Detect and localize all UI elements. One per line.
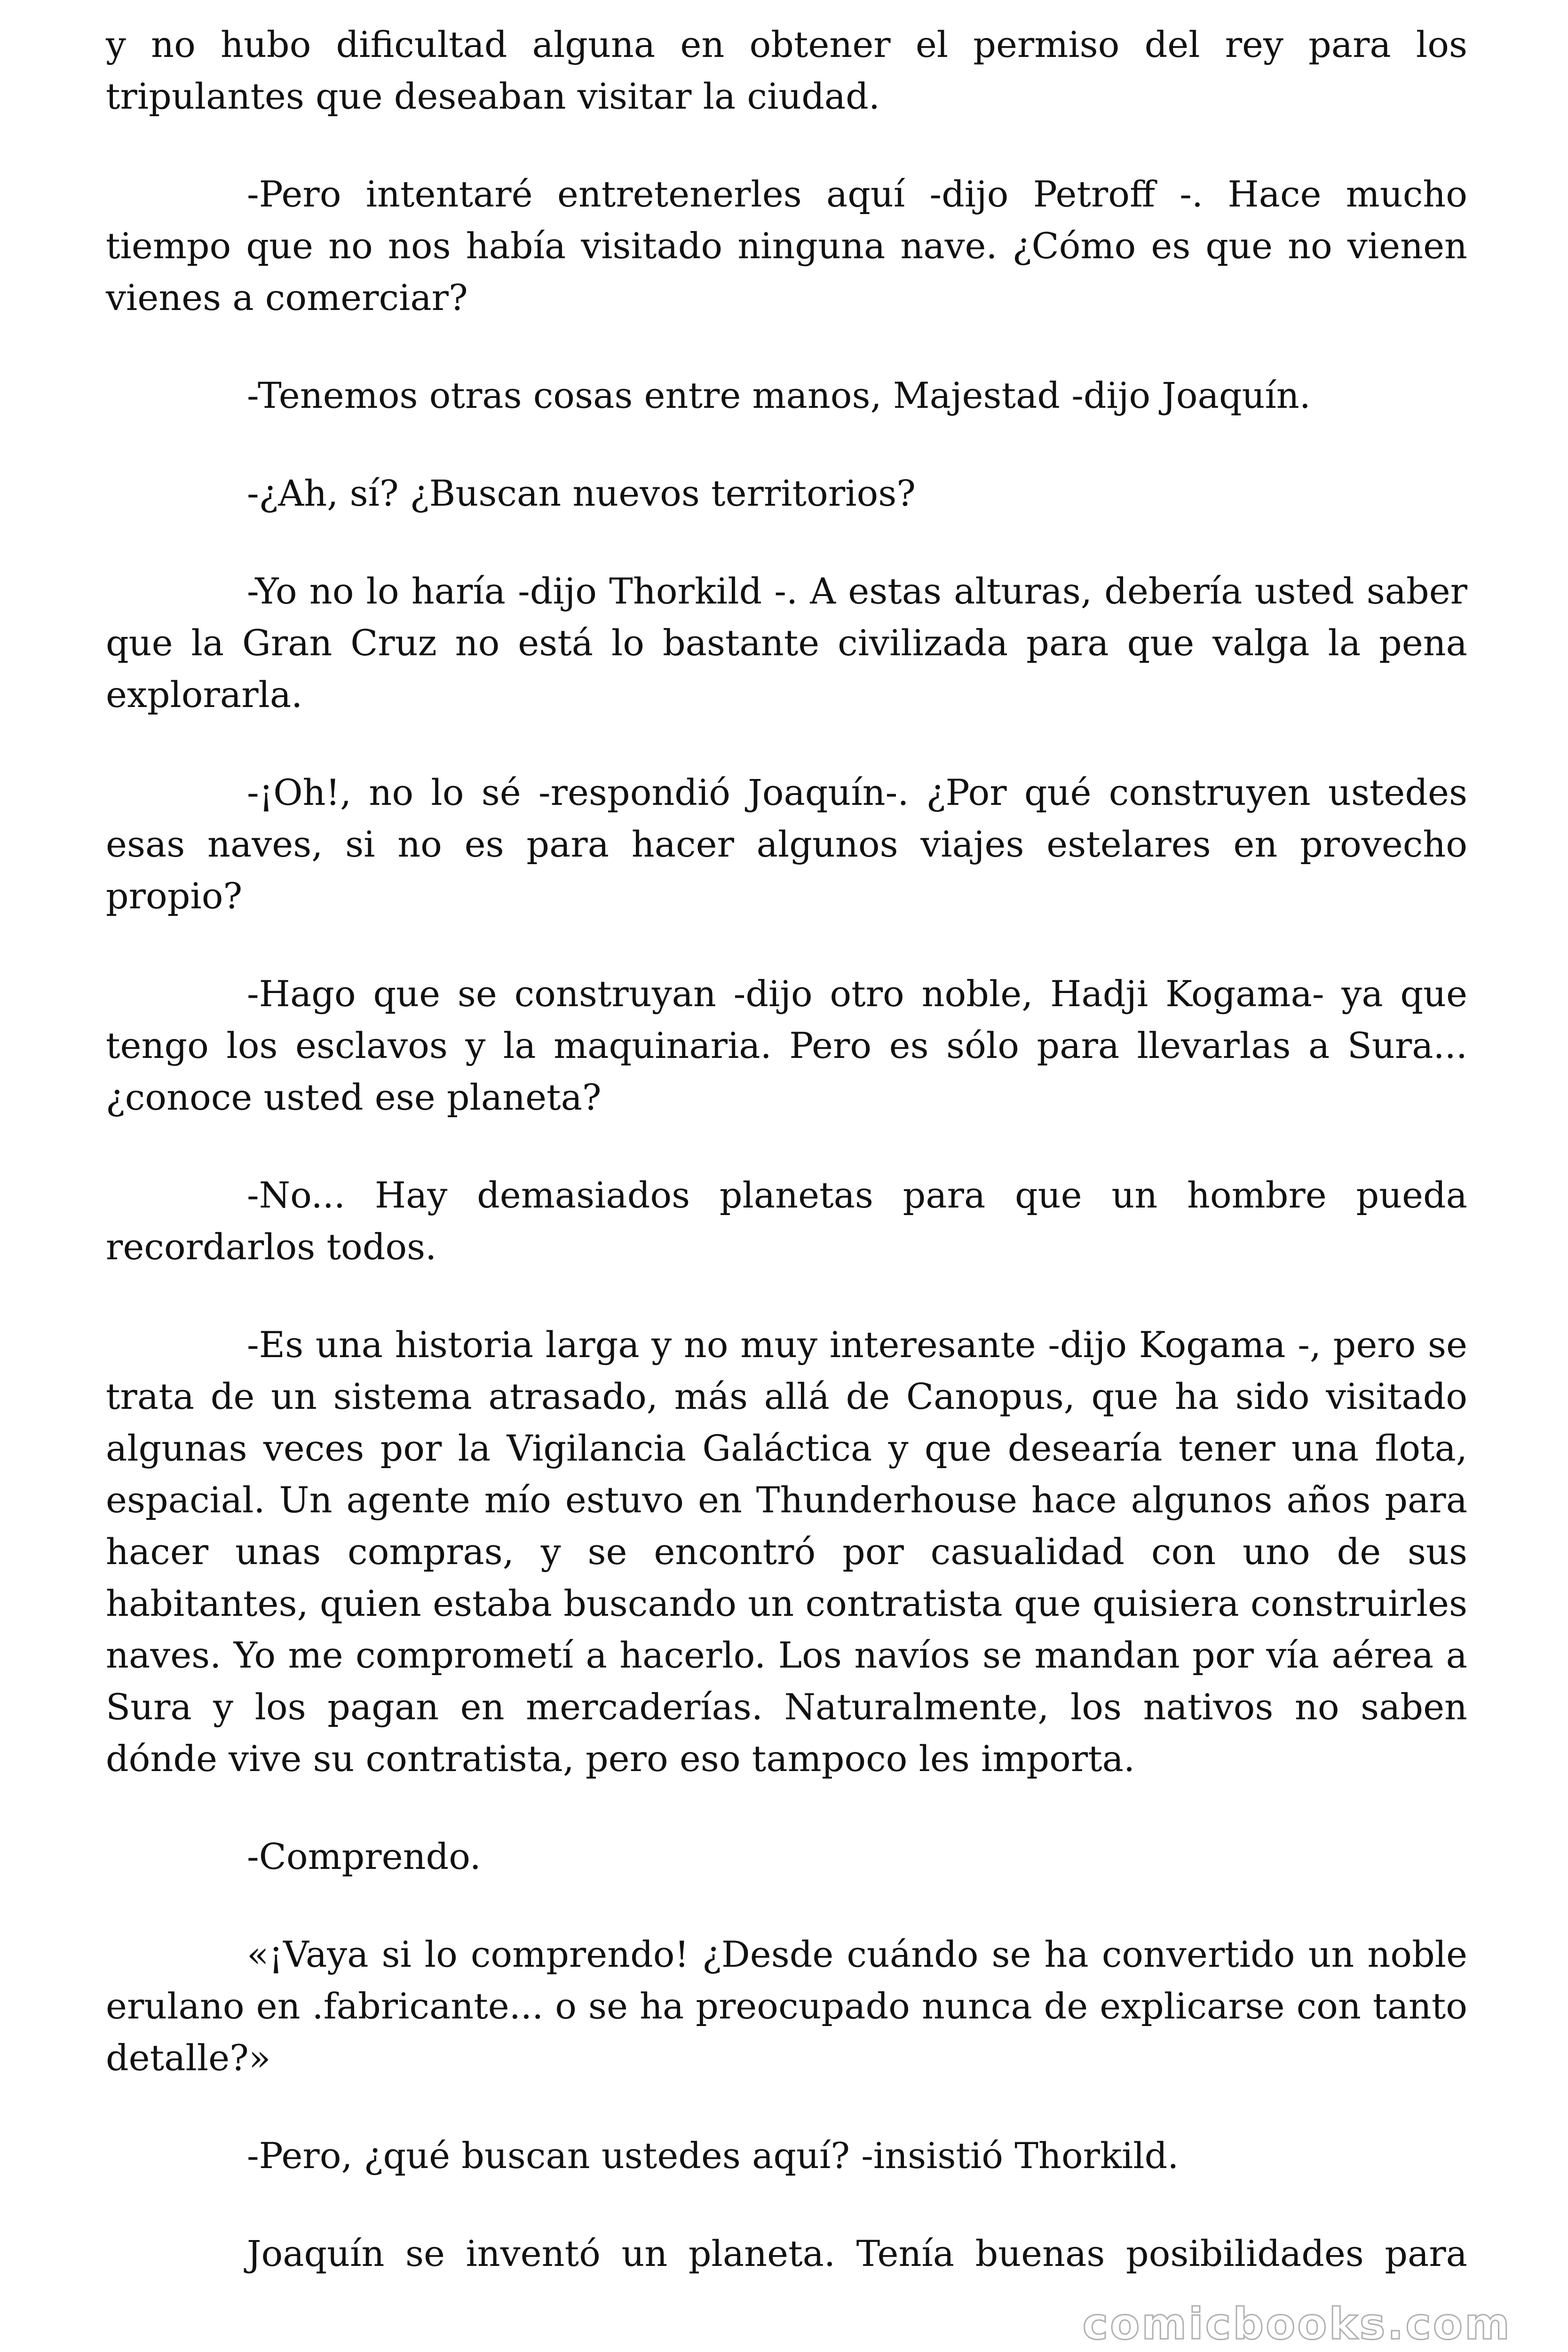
paragraph-4: -¿Ah, sí? ¿Buscan nuevos territorios? (247, 472, 916, 514)
body-text (106, 19, 1467, 2326)
paragraph-12: -Pero, ¿qué buscan ustedes aquí? -insistió Thorkild. (247, 2135, 1179, 2177)
watermark: comicbooks.com (1082, 2299, 1512, 2349)
paragraph-7: -Hago que se construyan -dijo otro noble, Hadji Kogama- ya que tengo los esclavos y la maquinaria. Pero es sólo para llevarlas a Sura... ¿conoce usted ese planeta? (106, 973, 1467, 1118)
paragraph-5: -Yo no lo haría -dijo Thorkild -. A estas alturas, debería usted saber que la Gran Cruz no está lo bastante civilizada para que valga la pena explorarla. (106, 570, 1467, 715)
paragraph-8: -No... Hay demasiados planetas para que un hombre pueda recordarlos todos. (106, 1174, 1467, 1268)
paragraph-1: y no hubo dificultad alguna en obtener el permiso del rey para los tripulantes que deseaban visitar la ciudad. (106, 24, 1467, 117)
paragraph-3: -Tenemos otras cosas entre manos, Majestad -dijo Joaquín. (247, 374, 1311, 416)
paragraph-10: -Comprendo. (247, 1836, 481, 1877)
paragraph-6: -¡Oh!, no lo sé -respondió Joaquín-. ¿Por qué construyen ustedes esas naves, si no es para hacer algunos viajes estelares en provecho propio? (106, 771, 1467, 917)
paragraph-11: «¡Vaya si lo comprendo! ¿Desde cuándo se ha convertido un noble erulano en .fabricante... o se ha preocupado nunca de explicarse con tanto detalle?» (106, 1933, 1467, 2079)
paragraph-9: -Es una historia larga y no muy interesante -dijo Kogama -, pero se trata de un sistema atrasado, más allá de Canopus, que ha sido visitado algunas veces por la Vigilancia Galáctica y que desearía tener una flota, espacial. Un agente mío estuvo en Thunderhouse hace algunos años para hacer unas compras, y se encontró por casualidad con uno de sus habitantes, quien estaba buscando un contratista que quisiera construirles naves. Yo me comprometí a hacerlo. Los navíos se mandan por vía aérea a Sura y los pagan en mercaderías. Naturalmente, los nativos no saben dónde vive su contratista, pero eso tampoco les importa. (106, 1324, 1467, 1780)
paragraph-2: -Pero intentaré entretenerles aquí -dijo Petroff -. Hace mucho tiempo que no nos había visitado ninguna nave. ¿Cómo es que no vienen vienes a comerciar? (106, 173, 1467, 318)
paragraph-13: Joaquín se inventó un planeta. Tenía buenas posibilidades para (247, 2233, 1467, 2274)
